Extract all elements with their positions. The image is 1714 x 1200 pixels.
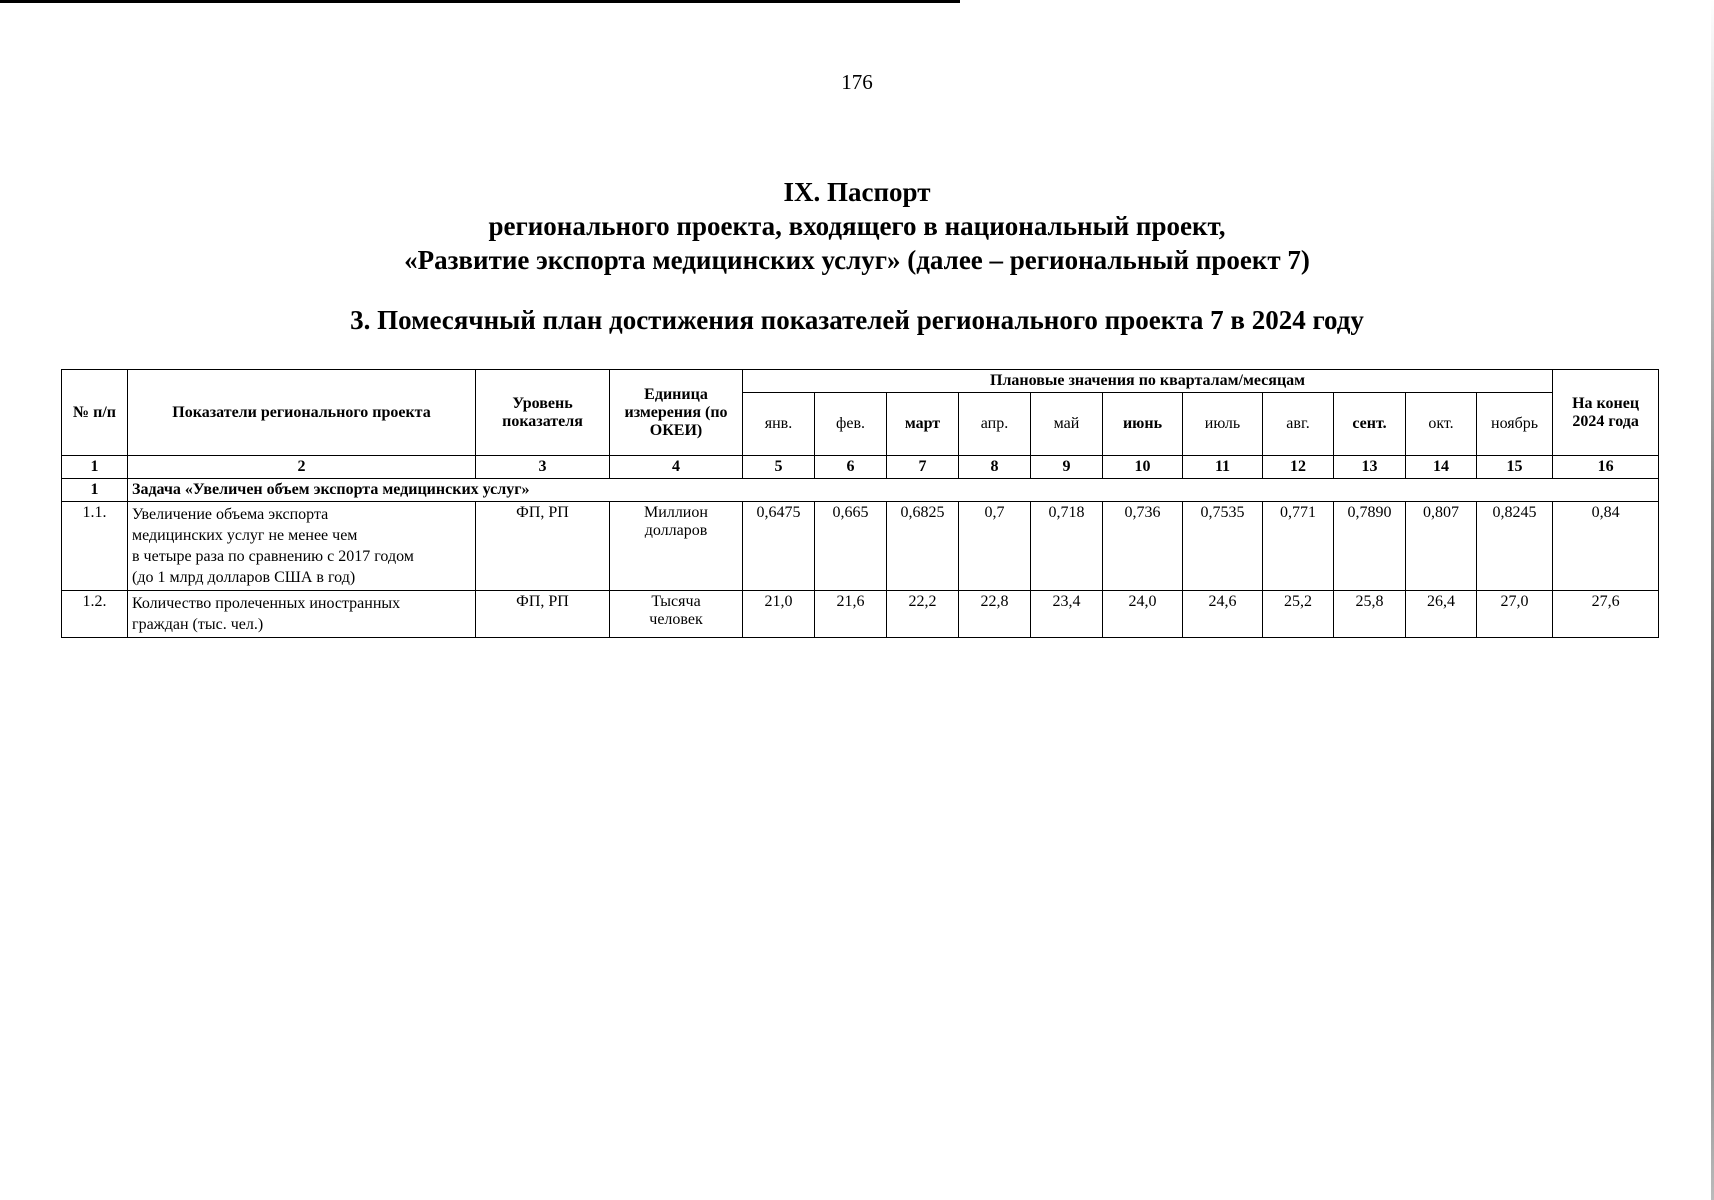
unit-line: человек — [649, 611, 703, 628]
month-value: 22,2 — [887, 591, 959, 638]
header-unit: Единица измерения (по ОКЕИ) — [610, 370, 743, 456]
month-value: 0,807 — [1406, 502, 1477, 591]
row-unit — [610, 591, 743, 638]
task-num: 1 — [62, 479, 128, 502]
month-value: 0,7 — [959, 502, 1031, 591]
header-month: март — [887, 393, 959, 456]
task-row — [62, 479, 1659, 502]
header-end-of-year: На конец 2024 года — [1553, 370, 1659, 456]
header-month: апр. — [959, 393, 1031, 456]
row-num: 1.1. — [62, 502, 128, 591]
column-number: 9 — [1031, 456, 1103, 479]
column-number: 2 — [128, 456, 476, 479]
column-number: 16 — [1553, 456, 1659, 479]
unit-line: долларов — [644, 522, 708, 539]
header-indicator: Показатели регионального проекта — [128, 370, 476, 456]
month-value: 0,665 — [815, 502, 887, 591]
section-title: 3. Помесячный план достижения показателей регионального проекта 7 в 2024 году — [350, 305, 1364, 335]
header-month: авг. — [1263, 393, 1334, 456]
unit-line: Тысяча — [651, 593, 701, 610]
column-number: 6 — [815, 456, 887, 479]
column-number: 1 — [62, 456, 128, 479]
indicator-line: Увеличение объема экспорта — [132, 506, 329, 523]
task-text: Задача «Увеличен объем экспорта медицинских услуг» — [128, 479, 1659, 502]
header-month: янв. — [743, 393, 815, 456]
column-number: 12 — [1263, 456, 1334, 479]
indicator-line: Количество пролеченных иностранных — [132, 595, 401, 612]
month-value: 0,718 — [1031, 502, 1103, 591]
column-number-row — [62, 456, 1659, 479]
row-unit — [610, 502, 743, 591]
month-value: 0,771 — [1263, 502, 1334, 591]
month-value: 0,8245 — [1477, 502, 1553, 591]
scan-border-top — [0, 0, 960, 3]
header-month: июнь — [1103, 393, 1183, 456]
column-number: 5 — [743, 456, 815, 479]
table-row — [62, 502, 1659, 591]
month-value: 22,8 — [959, 591, 1031, 638]
month-value: 24,6 — [1183, 591, 1263, 638]
header-month: сент. — [1334, 393, 1406, 456]
column-number: 10 — [1103, 456, 1183, 479]
column-number: 14 — [1406, 456, 1477, 479]
column-number: 11 — [1183, 456, 1263, 479]
column-number: 15 — [1477, 456, 1553, 479]
column-number: 3 — [476, 456, 610, 479]
row-indicator — [128, 502, 476, 591]
document-title — [0, 175, 1714, 277]
row-level: ФП, РП — [476, 502, 610, 591]
indicator-line: граждан (тыс. чел.) — [132, 616, 264, 633]
month-value: 0,7890 — [1334, 502, 1406, 591]
end-of-year-value: 0,84 — [1553, 502, 1659, 591]
title-line-1: IX. Паспорт — [783, 177, 931, 207]
month-value: 23,4 — [1031, 591, 1103, 638]
table-row — [62, 591, 1659, 638]
header-month: май — [1031, 393, 1103, 456]
month-value: 0,736 — [1103, 502, 1183, 591]
header-plan-group: Плановые значения по кварталам/месяцам — [743, 370, 1553, 393]
column-number: 8 — [959, 456, 1031, 479]
month-value: 0,6475 — [743, 502, 815, 591]
header-month: ноябрь — [1477, 393, 1553, 456]
month-value: 21,0 — [743, 591, 815, 638]
month-value: 26,4 — [1406, 591, 1477, 638]
row-level: ФП, РП — [476, 591, 610, 638]
indicator-line: медицинских услуг не менее чем — [132, 527, 358, 544]
month-value: 21,6 — [815, 591, 887, 638]
indicator-line: в четыре раза по сравнению с 2017 годом — [132, 548, 414, 565]
column-number: 13 — [1334, 456, 1406, 479]
month-value: 24,0 — [1103, 591, 1183, 638]
title-line-3: «Развитие экспорта медицинских услуг» (далее – региональный проект 7) — [404, 245, 1310, 275]
page-number: 176 — [841, 70, 873, 94]
month-value: 0,6825 — [887, 502, 959, 591]
header-month: окт. — [1406, 393, 1477, 456]
indicator-line: (до 1 млрд долларов США в год) — [132, 569, 356, 586]
column-number: 4 — [610, 456, 743, 479]
end-of-year-value: 27,6 — [1553, 591, 1659, 638]
header-level: Уровень показателя — [476, 370, 610, 456]
title-line-2: регионального проекта, входящего в национальный проект, — [488, 211, 1226, 241]
header-month: фев. — [815, 393, 887, 456]
header-month: июль — [1183, 393, 1263, 456]
month-value: 25,2 — [1263, 591, 1334, 638]
month-value: 0,7535 — [1183, 502, 1263, 591]
month-value: 25,8 — [1334, 591, 1406, 638]
row-num: 1.2. — [62, 591, 128, 638]
header-num: № п/п — [62, 370, 128, 456]
month-value: 27,0 — [1477, 591, 1553, 638]
column-number: 7 — [887, 456, 959, 479]
monthly-plan-table — [61, 369, 1659, 638]
unit-line: Миллион — [644, 504, 708, 521]
row-indicator — [128, 591, 476, 638]
